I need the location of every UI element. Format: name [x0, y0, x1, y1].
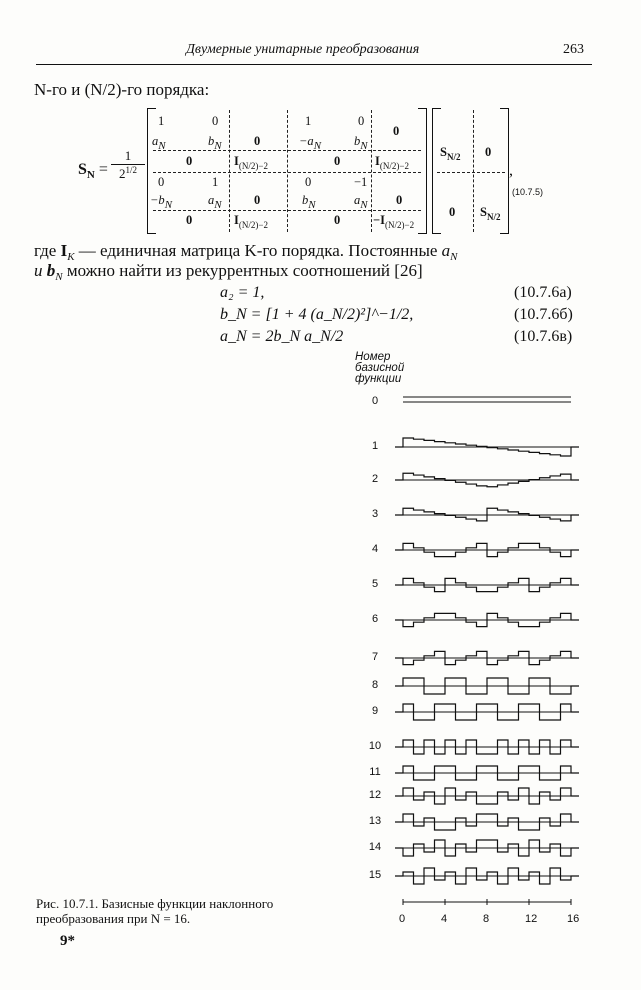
matrix-cell: 0: [393, 124, 400, 138]
equation-number-10-7-5: (10.7.5): [512, 187, 544, 197]
matrix-cell: −bN: [150, 193, 173, 211]
matrix-cell: 1: [158, 114, 165, 128]
matrix-cell: 0: [358, 114, 365, 128]
matrix-cell: $I_{(N/2)-2}$: [375, 154, 409, 171]
matrix-lhs: $S_N$ =: [78, 161, 108, 181]
matrix-cell: bN: [302, 193, 316, 211]
x-axis-tick-label: 4: [441, 913, 448, 925]
matrix-cell: 0: [254, 134, 261, 148]
body-line-2: и $b_N$ можно найти из рекуррентных соотношений [26]: [34, 261, 423, 283]
right-matrix-right-bracket: [500, 108, 509, 234]
right-matrix-hline: [437, 172, 505, 173]
right-matrix-vline: [473, 110, 474, 232]
right-matrix-cell: 0: [485, 145, 492, 159]
basis-function-label: 12: [368, 789, 382, 801]
matrix-cell: 0: [186, 154, 193, 168]
figure-caption: Рис. 10.7.1. Базисные функции наклонного преобразования при N = 16.: [36, 896, 274, 926]
left-matrix-right-bracket: [418, 108, 427, 234]
right-matrix-cell: 0: [449, 205, 456, 219]
basis-function-label: 5: [371, 578, 379, 590]
running-header: [36, 42, 592, 65]
matrix-cell: bN: [208, 134, 222, 152]
basis-function-label: 15: [368, 869, 382, 881]
left-bracket: [147, 108, 156, 234]
matrix-cell: aN: [354, 193, 368, 211]
basis-function-label: 6: [371, 613, 379, 625]
matrix-cell: 1: [212, 175, 219, 189]
right-matrix-left-bracket: [432, 108, 441, 234]
equation-number: (10.7.6в): [514, 328, 573, 345]
matrix-cell: aN: [208, 193, 222, 211]
running-title: Двумерные унитарные преобразования: [186, 42, 420, 57]
basis-function-label: 7: [371, 651, 379, 663]
right-matrix-cell: $S_{N/2}$: [480, 205, 501, 222]
matrix-cell: 0: [334, 154, 341, 168]
matrix-cell: −1: [354, 175, 368, 189]
matrix-vline-1: [229, 110, 230, 232]
x-axis-tick-label: 12: [525, 913, 538, 925]
matrix-cell: $I_{(N/2)-2}$: [234, 213, 268, 230]
basis-function-label: 2: [371, 473, 379, 485]
figure-axis-title: Номер базисной функции: [355, 351, 405, 385]
equation-number: (10.7.6б): [514, 306, 573, 323]
matrix-cell: $-I_{(N/2)-2}$: [373, 213, 415, 230]
basis-function-label: 9: [371, 705, 379, 717]
body-line-1: где $I_K$ — единичная матрица K-го порядка. Постоянные $a_N$: [34, 241, 458, 263]
basis-function-label: 4: [371, 543, 379, 555]
matrix-fraction: $\frac{1}{2^{1/2}}$: [111, 148, 145, 182]
intro-line: N-го и (N/2)-го порядка:: [34, 80, 210, 99]
x-axis-tick-label: 8: [483, 913, 490, 925]
equation-10-7-6b: b_N = [1 + 4 (a_N/2)²]^−1/2,: [220, 306, 414, 323]
basis-function-label: 3: [371, 508, 379, 520]
matrix-cell: 0: [186, 213, 193, 227]
basis-function-label: 14: [368, 841, 382, 853]
basis-function-label: 8: [371, 679, 379, 691]
basis-function-label: 1: [371, 440, 379, 452]
matrix-cell: bN: [354, 134, 368, 152]
basis-function-label: 11: [369, 766, 381, 778]
matrix-cell: 0: [334, 213, 341, 227]
basis-function-label: 0: [371, 395, 379, 407]
matrix-cell: 0: [212, 114, 219, 128]
matrix-comma: ,: [509, 162, 513, 179]
matrix-cell: 0: [305, 175, 312, 189]
right-matrix-cell: $S_{N/2}$: [440, 145, 461, 162]
matrix-cell: aN: [152, 134, 166, 152]
x-axis-tick-label: 16: [567, 913, 580, 925]
basis-function-label: 13: [368, 815, 382, 827]
equation-10-7-6a: a₂ = 1,: [220, 284, 265, 301]
x-axis-tick-label: 0: [399, 913, 406, 925]
basis-function-label: 10: [368, 740, 382, 752]
matrix-cell: 0: [396, 193, 403, 207]
matrix-vline-2: [287, 110, 288, 232]
matrix-cell: −aN: [299, 134, 322, 152]
matrix-cell: 1: [305, 114, 312, 128]
matrix-cell: 0: [158, 175, 165, 189]
matrix-cell: 0: [254, 193, 261, 207]
basis-functions-plot: [395, 390, 580, 910]
page-number: 263: [563, 42, 584, 57]
equation-number: (10.7.6a): [514, 284, 572, 301]
signature-mark: 9*: [60, 933, 75, 949]
matrix-cell: $I_{(N/2)-2}$: [234, 154, 268, 171]
matrix-vline-3: [371, 110, 372, 232]
equation-10-7-6v: a_N = 2b_N a_N/2: [220, 328, 344, 345]
